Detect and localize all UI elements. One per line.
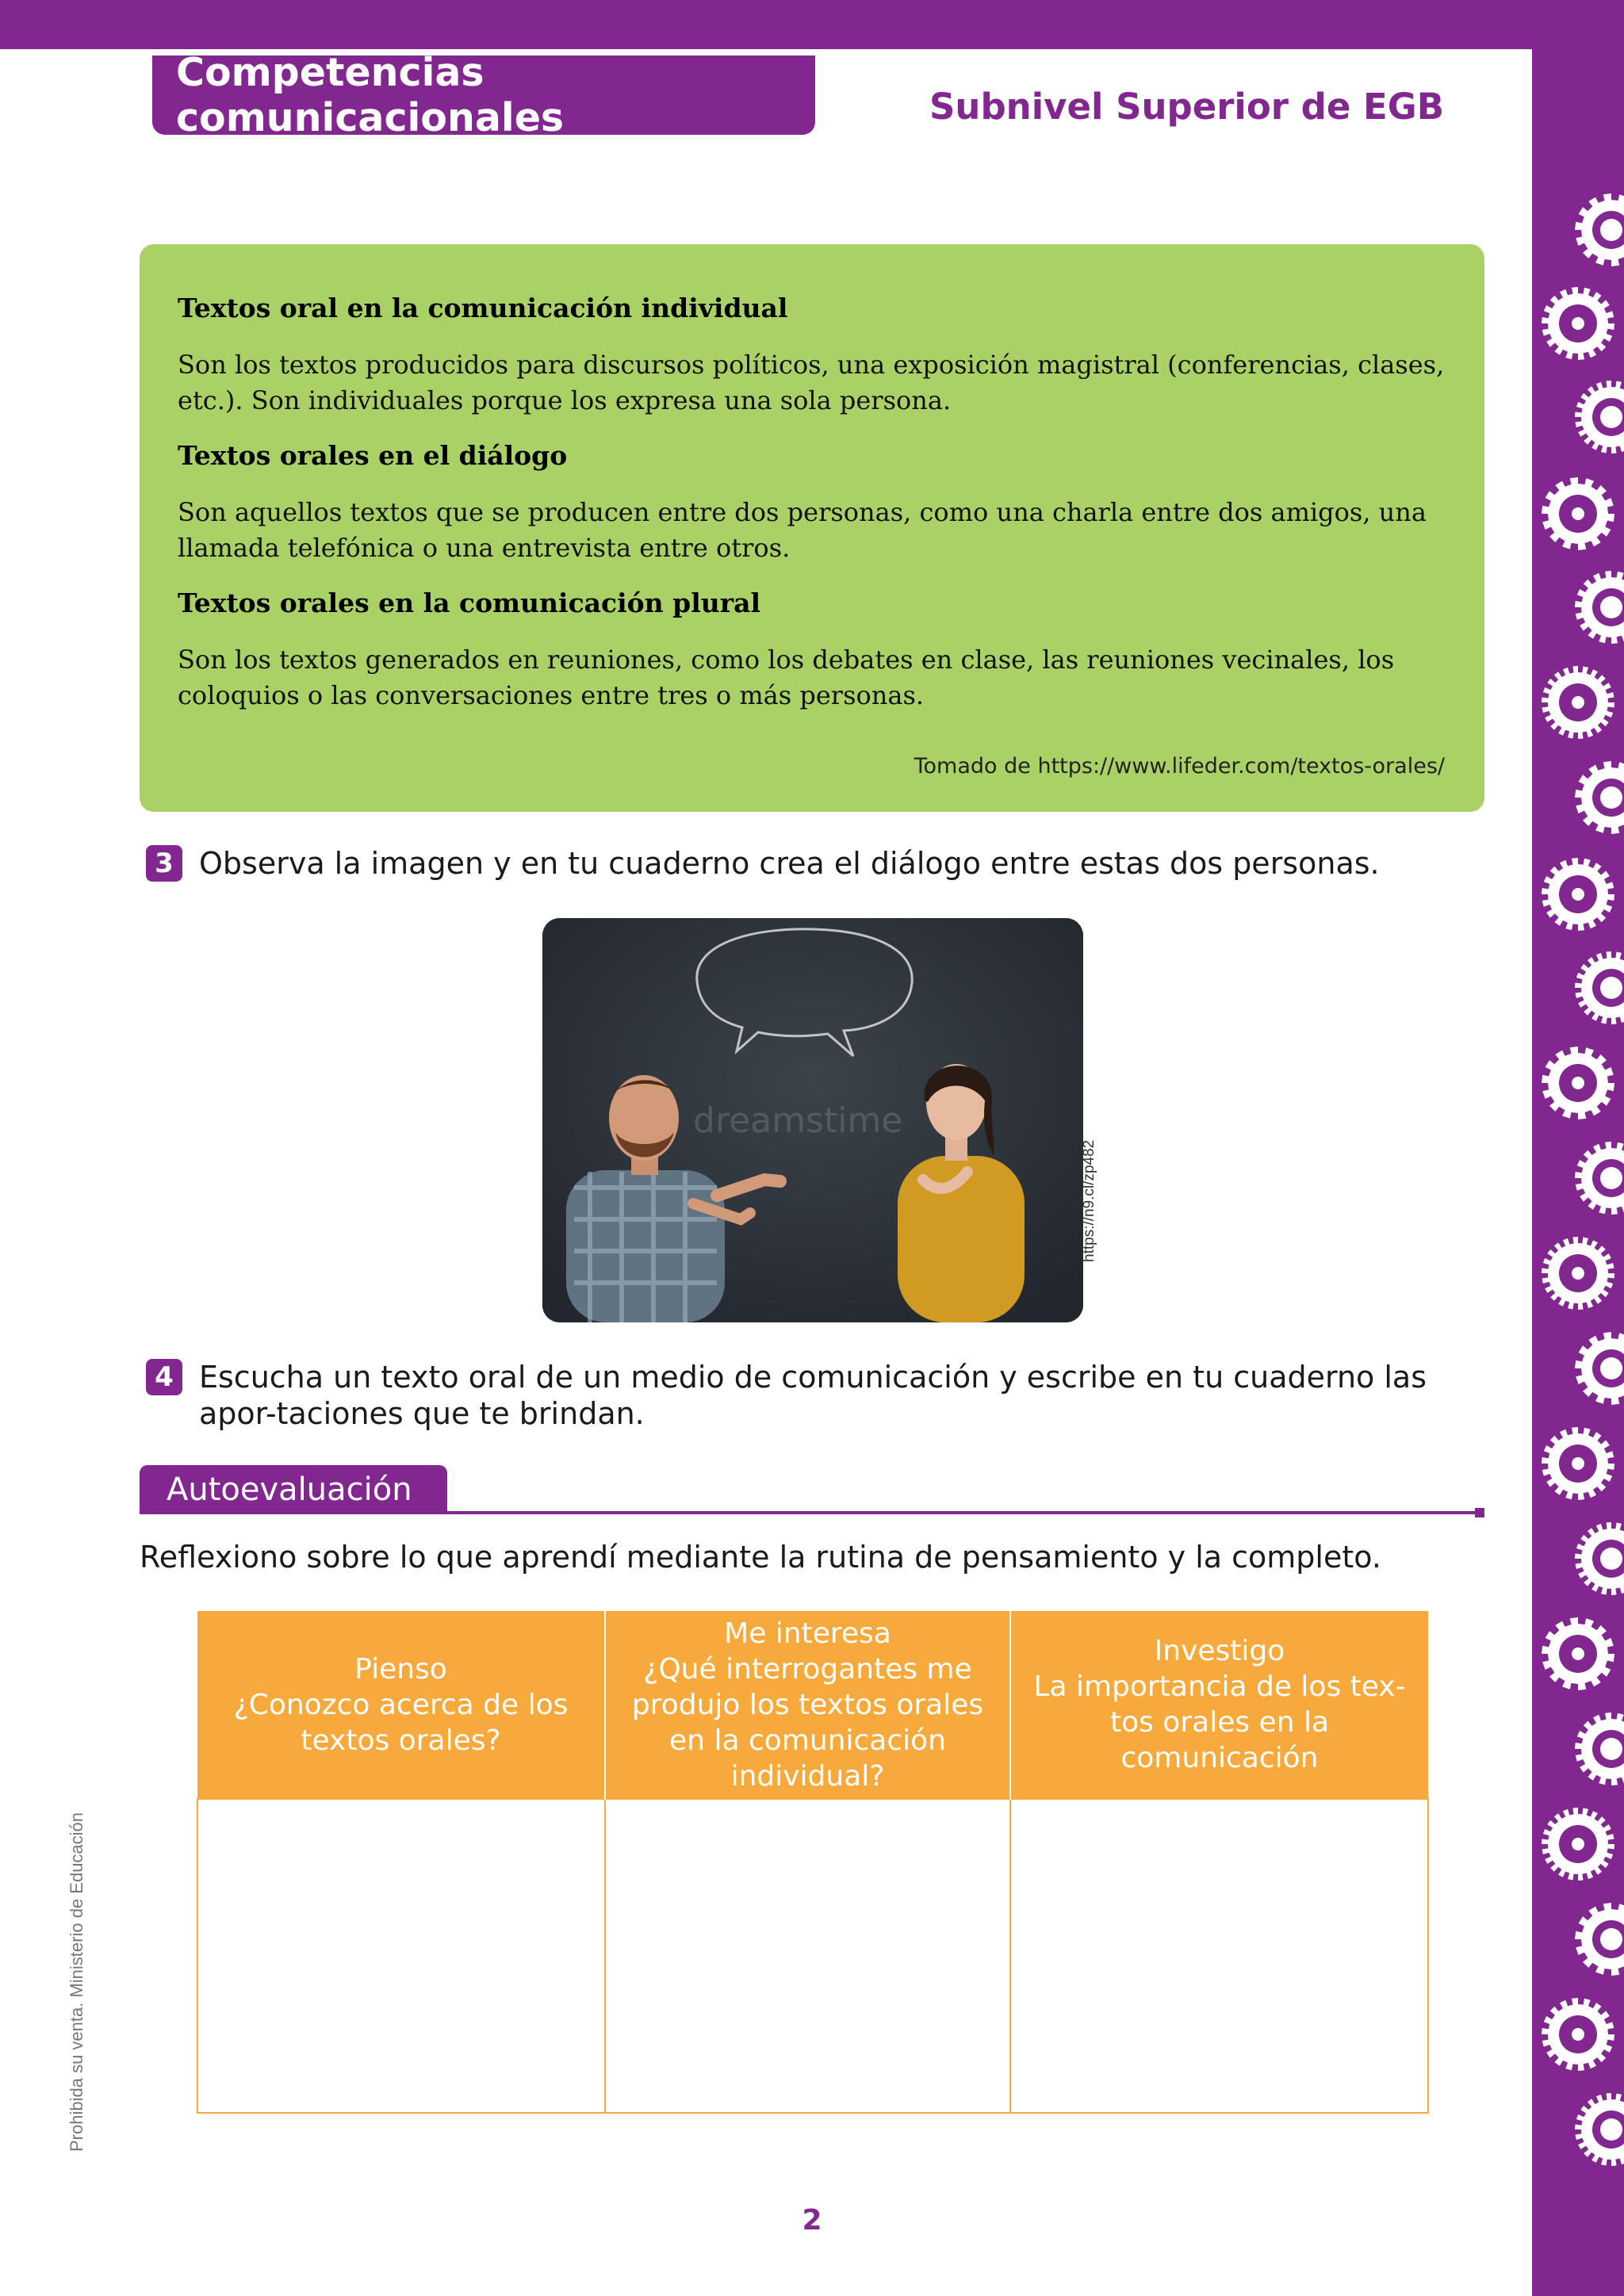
column-header-investigo bbox=[1010, 1611, 1428, 1799]
header-line: Me interesa bbox=[724, 1617, 891, 1650]
divider-end-marker bbox=[1475, 1508, 1484, 1517]
instruction-text: Reflexiono sobre lo que aprendí mediante la rutina de pensamiento y la completo. bbox=[140, 1540, 1381, 1575]
header-line: en la comunicación bbox=[669, 1724, 946, 1757]
info-box bbox=[140, 244, 1484, 812]
gear-icon bbox=[1538, 1234, 1618, 1313]
gear-icon bbox=[1572, 190, 1624, 270]
header-line: tos orales en la bbox=[1109, 1706, 1330, 1739]
activity-number-badge: 4 bbox=[146, 1359, 182, 1395]
title-tab-ear bbox=[814, 24, 853, 49]
gear-icon bbox=[1572, 2090, 1624, 2169]
gear-icon bbox=[1538, 1614, 1618, 1693]
gear-icon bbox=[1572, 568, 1624, 647]
section-heading: Textos orales en el diálogo bbox=[178, 440, 568, 471]
header-line: textos orales? bbox=[301, 1724, 501, 1757]
thinking-routine-table bbox=[197, 1611, 1429, 2114]
top-bar bbox=[0, 0, 1624, 49]
gear-icon bbox=[1538, 1424, 1618, 1503]
photo-credit: https://n9.cl/zp482 bbox=[1081, 1139, 1097, 1262]
answer-cell-me-interesa[interactable] bbox=[605, 1799, 1010, 2113]
activity-text: Observa la imagen y en tu cuaderno crea el diálogo entre estas dos personas. bbox=[199, 846, 1380, 881]
activity-number-badge: 3 bbox=[146, 845, 182, 882]
section-body: Son aquellos textos que se producen entre dos personas, como una charla entre dos amigos, una llamada telefónica o una entrevista entre otros. bbox=[178, 497, 1427, 563]
section-heading: Textos oral en la comunicación individual bbox=[178, 293, 788, 323]
gear-icon bbox=[1572, 1519, 1624, 1598]
header-line: individual? bbox=[730, 1759, 885, 1793]
gear-icon bbox=[1538, 474, 1618, 553]
gear-icon bbox=[1572, 1900, 1624, 1979]
conversation-illustration bbox=[542, 918, 1083, 1322]
activity-text: Escucha un texto oral de un medio de comunicación y escribe en tu cuaderno las apor-taciones que te brindan. bbox=[199, 1360, 1427, 1431]
watermark-text: dreamstime bbox=[693, 1100, 903, 1141]
section-divider bbox=[140, 1511, 1481, 1514]
gear-icon bbox=[1538, 855, 1618, 934]
conversation-photo bbox=[542, 918, 1083, 1322]
answer-cell-pienso[interactable] bbox=[197, 1799, 605, 2113]
answer-cell-investigo[interactable] bbox=[1010, 1799, 1428, 2113]
gear-icon bbox=[1538, 284, 1618, 363]
gear-icon bbox=[1572, 1709, 1624, 1789]
header-line: Pienso bbox=[354, 1652, 447, 1686]
header-line: ¿Conozco acerca de los bbox=[233, 1688, 569, 1721]
gear-icon bbox=[1572, 377, 1624, 457]
gear-icon bbox=[1572, 948, 1624, 1027]
gear-icon bbox=[1538, 1043, 1618, 1123]
section-body: Son los textos generados en reuniones, como los debates en clase, las reuniones vecinales, los coloquios o las conversaciones entre tres o más personas. bbox=[178, 645, 1395, 710]
gear-icon bbox=[1572, 1138, 1624, 1218]
subnivel-label: Subnivel Superior de EGB bbox=[929, 86, 1445, 128]
header-line: comunicación bbox=[1120, 1742, 1319, 1774]
gear-icon bbox=[1572, 758, 1624, 837]
copyright-note: Prohibida su venta. Ministerio de Educación bbox=[67, 1812, 86, 2152]
source-citation: Tomado de https://www.lifeder.com/textos-orales/ bbox=[914, 754, 1445, 779]
page-title: Competencias comunicacionales bbox=[152, 55, 815, 135]
side-decoration-bar bbox=[1532, 0, 1624, 2296]
gear-icon bbox=[1538, 663, 1618, 742]
section-body: Son los textos producidos para discursos políticos, una exposición magistral (conferencias, clases, etc.). Son individuales porque los expresa una sola persona. bbox=[178, 350, 1445, 415]
title-tab-ear bbox=[114, 24, 154, 49]
header-line: Investigo bbox=[1154, 1635, 1285, 1667]
gear-icon bbox=[1538, 1804, 1618, 1884]
section-heading: Textos orales en la comunicación plural bbox=[178, 587, 761, 618]
header-line: ¿Qué interrogantes me bbox=[643, 1652, 972, 1686]
column-header-me-interesa bbox=[605, 1611, 1010, 1799]
header-line: produjo los textos orales bbox=[631, 1688, 984, 1721]
gear-icon bbox=[1538, 1995, 1618, 2074]
page-number: 2 bbox=[802, 2204, 822, 2237]
gear-icon bbox=[1572, 1329, 1624, 1408]
autoevaluacion-heading: Autoevaluación bbox=[140, 1465, 447, 1514]
column-header-pienso bbox=[197, 1611, 605, 1799]
header-line: La importancia de los tex- bbox=[1033, 1670, 1406, 1703]
